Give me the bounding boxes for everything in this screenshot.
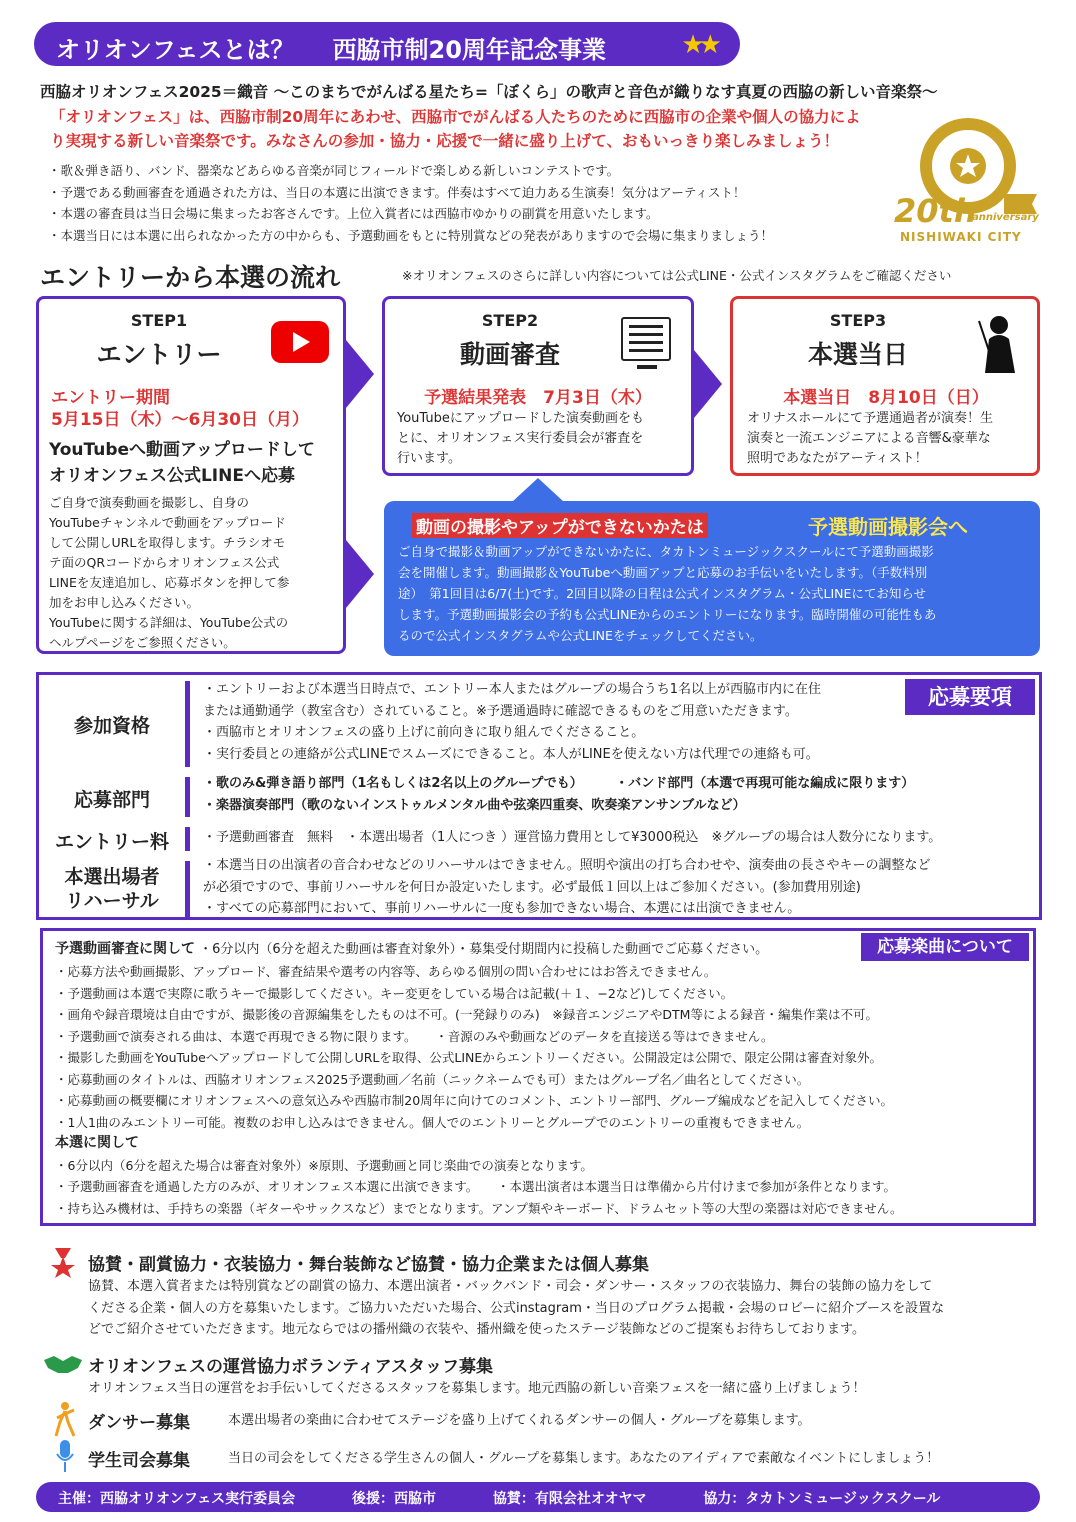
song-line: ・応募動画のタイトルは、西脇オリオンフェス2025予選動画／名前（ニックネームでも可）またはグループ名／曲名としてください。	[55, 1071, 810, 1087]
recruit-line: どでご紹介させていただきます。地元ならではの播州織の衣装や、播州織を使ったステージ装飾などのご提案もお待ちしております。	[88, 1322, 866, 1337]
body-line: るので公式インスタグラムや公式LINEをチェックしてください。	[398, 628, 763, 643]
req-line: ・歌のみ&弾き語り部門（1名もしくは2名以上のグループでも） ・バンド部門（本選で再現可能な編成に限ります）	[203, 776, 915, 791]
arrow-right-icon	[346, 340, 374, 408]
anniversary-logo	[892, 116, 1040, 248]
song-line: ・6分以内（6分を超えた場合は審査対象外）※原則、予選動画と同じ楽曲での演奏となります。	[55, 1157, 593, 1173]
step3-title: 本選当日	[807, 340, 908, 369]
body-line: します。予選動画撮影会の予約も公式LINEからのエントリーになります。臨時開催の可能性もあ	[398, 607, 937, 622]
flow-note: ※オリオンフェスのさらに詳しい内容については公式LINE・公式インスタグラムをご確認ください	[402, 268, 952, 283]
song-line: ・持ち込み機材は、手持ちの楽器（ギターやサックスなど）までとなります。アンプ類やキーボード、ドラムセット等の大型の楽器は対応できません。	[55, 1200, 903, 1216]
req-label-fee: エントリー料	[54, 831, 169, 853]
songs-prelim-list	[55, 961, 903, 1219]
bullet-item: ・本選当日には本選に出られなかった方の中からも、予選動画をもとに特別賞などの発表がありますので会場に集まりましょう！	[48, 227, 774, 243]
step1-bold2: オリオンフェス公式LINEへ応募	[49, 466, 295, 486]
body-line: YouTubeに関する詳細は、YouTube公式の	[49, 615, 289, 630]
footer-sponsor: 協賛：有限会社オオヤマ	[492, 1491, 647, 1507]
youtube-icon	[271, 321, 329, 363]
medal-icon	[50, 1248, 76, 1278]
logo-city: NISHIWAKI CITY	[900, 230, 1022, 244]
req-line: ・実行委員との連絡が公式LINEでスムーズにできること。本人がLINEを使えない方は代理での連絡も可。	[203, 746, 819, 762]
body-line: 演奏と一流エンジニアによる音響&豪華な	[747, 431, 991, 446]
step1-label: STEP1	[130, 311, 188, 330]
logo-20th: 20th	[894, 192, 977, 230]
song-line: ・予選動画で演奏される曲は、本選で再現できる物に限ります。 ・音源のみや動画などのデータを直接送る等はできません。	[55, 1028, 774, 1044]
req-label-category: 応募部門	[73, 789, 150, 811]
stars-icon: ★★	[681, 30, 716, 60]
footer-cooperation: 協力：タカトンミュージックスクール	[703, 1491, 941, 1507]
divider	[185, 827, 190, 851]
intro-line: 「オリオンフェス」は、西脇市制20周年にあわせ、西脇市でがんばる人たちのために西脇市の企業や個人の協力によ	[50, 108, 861, 126]
song-line: ・1人1曲のみエントリー可能。複数のお申し込みはできません。個人でのエントリーとグループでのエントリーの重複もできません。	[55, 1114, 810, 1130]
shoot-session-box	[384, 501, 1040, 656]
recruit-dancer-title: ダンサー募集	[88, 1413, 191, 1433]
label-line: 本選出場者	[64, 866, 160, 888]
step3-box	[730, 296, 1040, 476]
step1-bold1: YouTubeへ動画アップロードして	[49, 440, 315, 460]
body-line: ご自身で演奏動画を撮影し、自身の	[49, 495, 250, 510]
shoot-body	[398, 541, 936, 646]
header-banner	[34, 22, 740, 66]
step1-box	[36, 296, 346, 654]
intro-text	[50, 105, 930, 153]
step2-label: STEP2	[481, 311, 539, 330]
recruit-line: 協賛、本選入賞者または特別賞などの副賞の協力、本選出演者・バックバンド・司会・ダンサー・スタッフの衣装協力、舞台の装飾の協力をして	[88, 1279, 933, 1294]
flow-title: エントリーから本選の流れ	[40, 263, 341, 292]
req-line: ・楽器演奏部門（歌のないインストゥルメンタル曲や弦楽四重奏、吹奏楽アンサンブルなど）	[203, 797, 746, 813]
body-line: して公開しURLを取得します。チラシオモ	[49, 535, 286, 550]
song-line: ・応募動画の概要欄にオリオンフェスへの意気込みや西脇市制20周年に向けてのコメント、エントリー部門、グループ編成などを記入してください。	[55, 1093, 894, 1108]
step2-result: 予選結果発表 7月3日（木）	[424, 388, 652, 408]
arrow-right-icon	[346, 540, 374, 608]
header-title: オリオンフェスとは？	[56, 36, 295, 64]
body-line: 会を開催します。動画撮影＆YouTubeへ動画アップと応募のお手伝いをいたします。（手数料別	[398, 565, 928, 580]
req-fee: ・予選動画審査 無料 ・本選出場者（1人につき ）運営協力費用として¥3000税込 ※グループの場合は人数分になります。	[203, 830, 942, 845]
body-line: とに、オリオンフェス実行委員会が審査を	[397, 431, 644, 446]
bullet-item: ・歌＆弾き語り、バンド、器楽などあらゆる音楽が同じフィールドで楽しめる新しいコンテストです。	[48, 163, 620, 178]
shoot-red-heading: 動画の撮影やアップができないかたは	[412, 513, 708, 538]
body-line: 途） 第1回目は6/7(土)です。2回目以降の日程は公式インスタグラム・公式LINEにてお知らせ	[398, 586, 927, 601]
req-line: ・エントリーおよび本選当日時点で、エントリー本人またはグループの場合うち1名以上が西脇市内に在住	[203, 682, 821, 697]
recruit-volunteer-title: オリオンフェスの運営協力ボランティアスタッフ募集	[88, 1357, 493, 1377]
song-line: ・撮影した動画をYouTubeへアップロードして公開しURLを取得、公式LINEからエントリーください。公開設定は公開で、限定公開は審査対象外。	[55, 1050, 883, 1065]
req-eligibility	[203, 679, 821, 765]
body-line: 照明であなたがアーティスト！	[747, 451, 928, 466]
recruit-dancer-body: 本選出場者の楽曲に合わせてステージを盛り上げてくれるダンサーの個人・グループを募集します。	[228, 1413, 811, 1428]
songs-h2: 本選に関して	[55, 1135, 139, 1151]
req-line: ・すべての応募部門において、事前リハーサルに一度も参加できない場合、本選には出演できません。	[203, 901, 801, 916]
body-line: YouTubeにアップロードした演奏動画をも	[397, 411, 644, 426]
footer-organizer: 主催：西脇オリオンフェス実行委員会	[58, 1491, 296, 1507]
arrow-right-icon	[694, 350, 722, 418]
recruit-sponsor-title: 協賛・副賞協力・衣装協力・舞台装飾など協賛・協力企業または個人募集	[88, 1255, 649, 1275]
event-subtitle: 西脇オリオンフェス2025＝織音 〜このまちでがんばる星たち=「ぼくら」の歌声と音色が織りなす真夏の西脇の新しい音楽祭〜	[40, 83, 938, 101]
songs-tag: 応募楽曲について	[861, 933, 1029, 961]
recruit-line: くださる企業・個人の方を募集いたします。ご協力いただいた場合、公式instagram・当日のプログラム掲載・会場のロビーに紹介ブースを設置な	[88, 1300, 945, 1316]
req-line: ・西脇市とオリオンフェスの盛り上げに前向きに取り組んでくださること。	[203, 725, 645, 740]
dancer-icon	[54, 1402, 76, 1438]
songs-h1-tail: ・6分以内（6分を超えた動画は審査対象外）・募集受付期間内に投稿した動画でご応募ください。	[199, 942, 769, 957]
body-line: YouTubeチャンネルで動画をアップロード	[49, 515, 286, 530]
req-line: が必須ですので、事前リハーサルを何日か設定いたします。必ず最低１回以上はご参加ください。(参加費用別途)	[203, 879, 861, 895]
requirements-tag: 応募要項	[905, 679, 1035, 715]
req-label-rehearsal	[39, 865, 185, 913]
step3-label: STEP3	[829, 311, 887, 330]
footer-bar	[36, 1482, 1040, 1512]
singer-icon	[971, 311, 1023, 373]
arrow-up-icon	[512, 478, 564, 502]
step1-body	[49, 493, 339, 653]
song-line: ・応募方法や動画撮影、アップロード、審査結果や選考の内容等、あらゆる個別の問い合わせにはお答えできません。	[55, 964, 717, 979]
body-line: 行います。	[397, 451, 461, 466]
body-line: 加をお申し込みください。	[49, 595, 200, 610]
songs-h1: 予選動画審査に関して	[55, 941, 195, 957]
label-line: リハーサル	[65, 890, 159, 912]
songs-section	[40, 928, 1036, 1226]
divider	[185, 681, 190, 767]
req-label-eligibility: 参加資格	[73, 715, 150, 737]
bullet-item: ・予選である動画審査を通過された方は、当日の本選に出演できます。伴奏はすべて迫力ある生演奏！気分はアーティスト！	[48, 184, 746, 200]
song-line: ・予選動画審査を通過した方のみが、オリオンフェス本選に出演できます。 ・本選出演者は本選当日は準備から片付けまで参加が条件となります。	[55, 1179, 897, 1194]
step1-title: エントリー	[96, 340, 222, 369]
divider	[185, 861, 190, 917]
recruit-mc-title: 学生司会募集	[88, 1451, 190, 1471]
bullet-item: ・本選の審査員は当日会場に集まったお客さんです。上位入賞者には西脇市ゆかりの副賞を用意いたします。	[48, 206, 659, 221]
req-line: ・本選当日の出演者の音合わせなどのリハーサルはできません。照明や演出の打ち合わせや、演奏曲の長さやキーの調整など	[203, 858, 931, 873]
req-rehearsal	[203, 855, 930, 920]
body-line: テ面のQRコードからオリオンフェス公式	[49, 555, 280, 570]
recruit-sponsor-body	[88, 1276, 944, 1341]
step3-body	[747, 409, 1037, 469]
shoot-yellow-heading: 予選動画撮影会へ	[808, 515, 968, 539]
entry-period-label: エントリー期間	[51, 388, 170, 408]
recruit-mc-body: 当日の司会をしてくださる学生さんの個人・グループを募集します。あなたのアイディアで素敵なイベントにしましょう！	[228, 1451, 940, 1466]
recruit-volunteer-body: オリオンフェス当日の運営をお手伝いしてくださるスタッフを募集します。地元西脇の新しい音楽フェスを一緒に盛り上げましょう！	[88, 1381, 866, 1396]
body-line: ご自身で撮影＆動画アップができないかたに、タカトンミュージックスクールにて予選動画撮影	[398, 544, 934, 559]
header-subtitle: 西脇市制20周年記念事業	[332, 36, 606, 64]
req-line: または通勤通学（教室含む）されていること。※予選通過時に確認できるものをご用意いただきます。	[203, 703, 798, 719]
body-line: LINEを友達追加し、応募ボタンを押して参	[49, 575, 290, 590]
step2-box	[382, 296, 694, 476]
logo-anniversary: anniversary	[972, 212, 1039, 223]
body-line: ヘルプページをご参照ください。	[49, 635, 236, 650]
handshake-icon	[44, 1354, 82, 1374]
body-line: オリナスホールにて予選通過者が演奏！生	[747, 411, 993, 426]
step2-title: 動画審査	[459, 340, 560, 369]
footer-support: 後援：西脇市	[352, 1491, 437, 1507]
req-category	[203, 773, 914, 816]
checklist-icon	[621, 317, 671, 361]
intro-line: り実現する新しい音楽祭です。みなさんの参加・協力・応援で一緒に盛り上げて、おもいっきり楽しみましょう！	[50, 132, 839, 150]
requirements-section	[36, 672, 1042, 920]
song-line: ・予選動画は本選で実際に歌うキーで撮影してください。キー変更をしている場合は記載(＋１、−2など)してください。	[55, 985, 734, 1001]
songs-heading-row	[55, 939, 768, 961]
step2-body	[397, 409, 687, 469]
intro-bullets	[48, 160, 908, 246]
song-line: ・画角や録音環境は自由ですが、撮影後の音源編集をしたものは不可。(一発録りのみ) ※録音エンジニアやDTM等による録音・編集作業は不可。	[55, 1007, 878, 1022]
step3-date: 本選当日 8月10日（日）	[783, 388, 989, 408]
divider	[185, 777, 190, 817]
microphone-icon	[56, 1440, 74, 1474]
entry-period: 5月15日（木）〜6月30日（月）	[51, 410, 309, 430]
